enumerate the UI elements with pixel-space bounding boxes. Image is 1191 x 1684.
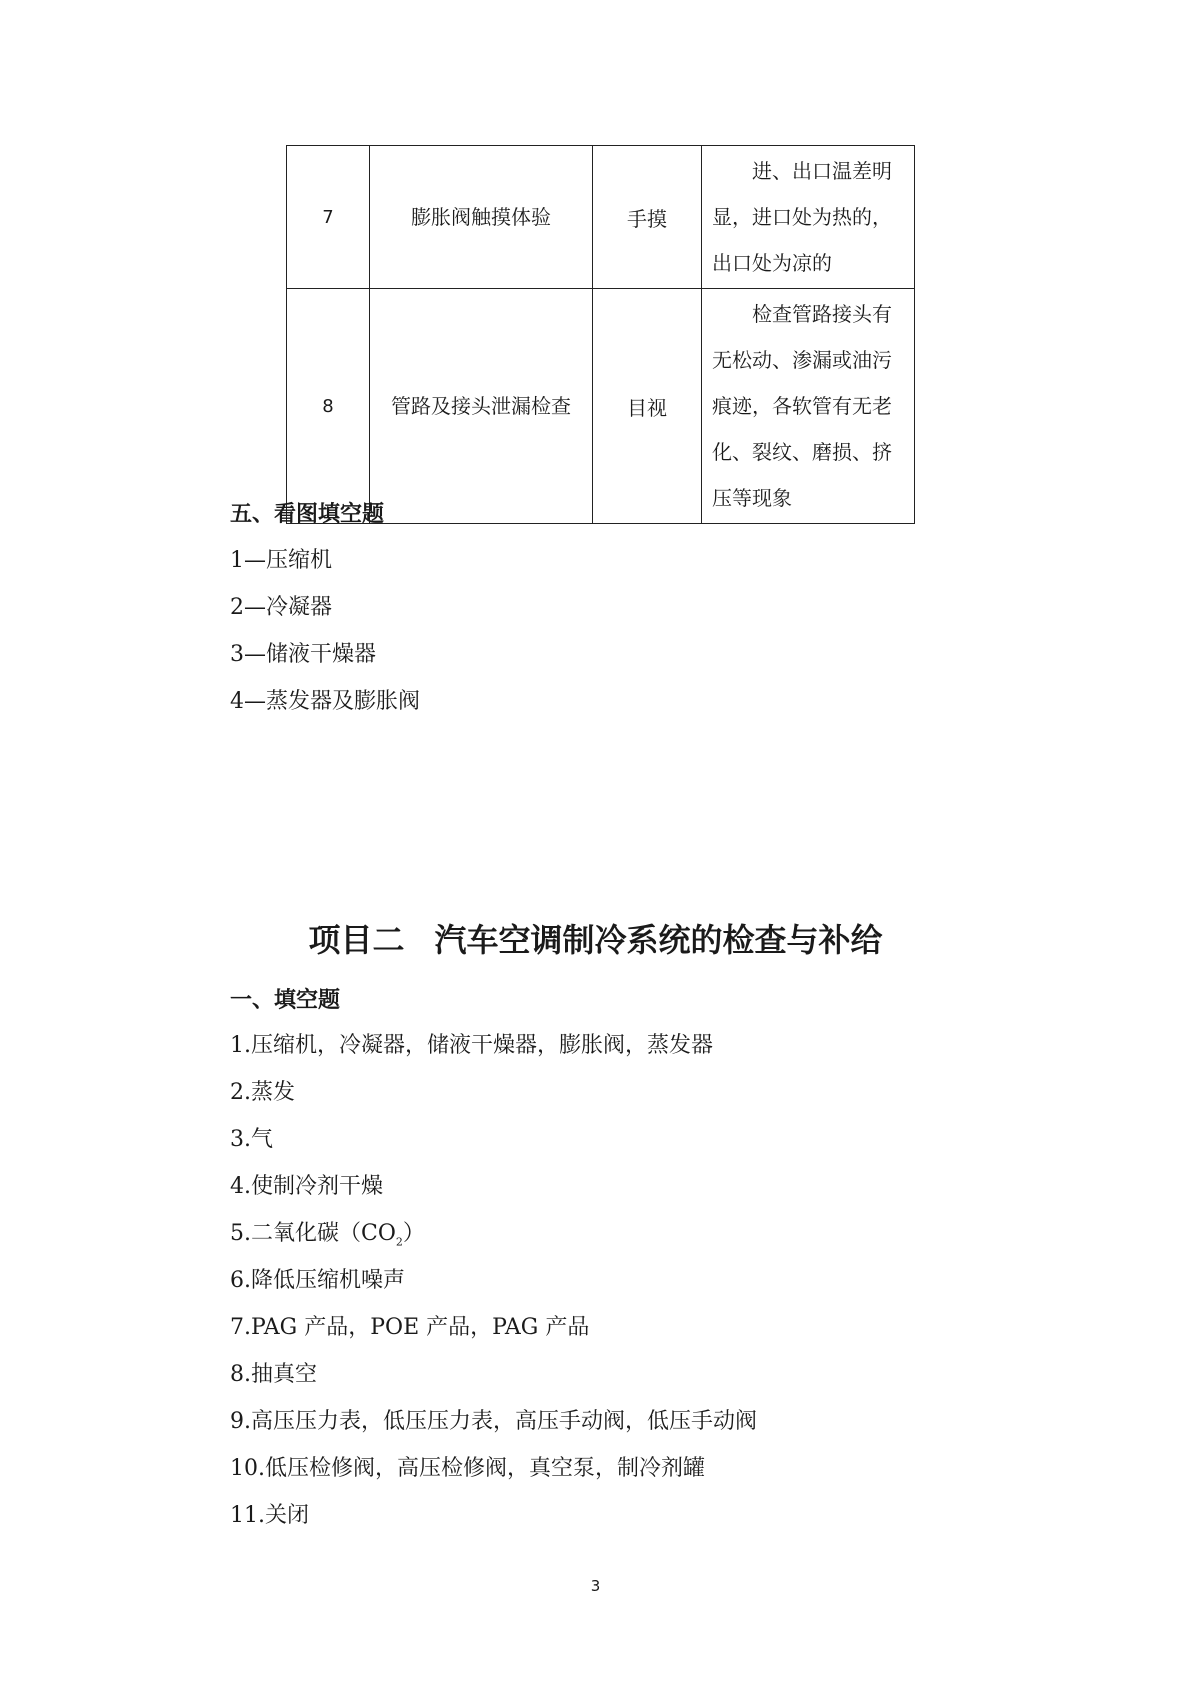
row-number: 8 [287, 289, 370, 524]
inspection-method: 目视 [593, 289, 702, 524]
inspection-standard: 进、出口温差明显，进口处为热的，出口处为凉的 [702, 146, 915, 289]
answer-text: ） [402, 1221, 425, 1246]
answer-text: 5.二氧化碳（CO [230, 1221, 396, 1246]
project-title-number: 项目二 [308, 921, 405, 959]
list-item: 7.PAG 产品，POE 产品，PAG 产品 [230, 1315, 590, 1340]
subscript: 2 [395, 1235, 403, 1249]
list-item: 9.高压压力表，低压压力表，高压手动阀，低压手动阀 [230, 1409, 757, 1434]
inspection-item: 膨胀阀触摸体验 [370, 146, 593, 289]
list-item: 2.蒸发 [230, 1080, 295, 1105]
table-row [287, 289, 915, 524]
table-row [287, 146, 915, 289]
section-heading: 一、填空题 [230, 988, 341, 1013]
inspection-item: 管路及接头泄漏检查 [370, 289, 593, 524]
page-number: 3 [590, 1577, 601, 1595]
list-item: 2—冷凝器 [230, 595, 332, 620]
list-item: 8.抽真空 [230, 1362, 317, 1387]
inspection-standard: 检查管路接头有无松动、渗漏或油污痕迹，各软管有无老化、裂纹、磨损、挤压等现象 [702, 289, 915, 524]
list-item: 1.压缩机，冷凝器，储液干燥器，膨胀阀，蒸发器 [230, 1033, 713, 1058]
list-item: 10.低压检修阀，高压检修阀，真空泵，制冷剂罐 [230, 1456, 705, 1481]
project-title [0, 915, 1191, 961]
section-heading: 五、看图填空题 [230, 502, 385, 527]
list-item [230, 1216, 425, 1248]
list-item: 4—蒸发器及膨胀阀 [230, 689, 420, 714]
inspection-table [286, 145, 915, 524]
project-title-text: 汽车空调制冷系统的检查与补给 [434, 921, 883, 959]
list-item: 4.使制冷剂干燥 [230, 1174, 383, 1199]
list-item: 1—压缩机 [230, 548, 332, 573]
row-number: 7 [287, 146, 370, 289]
list-item: 11.关闭 [230, 1503, 309, 1528]
list-item: 3—储液干燥器 [230, 642, 376, 667]
inspection-method: 手摸 [593, 146, 702, 289]
list-item: 6.降低压缩机噪声 [230, 1268, 405, 1293]
list-item: 3.气 [230, 1127, 273, 1152]
